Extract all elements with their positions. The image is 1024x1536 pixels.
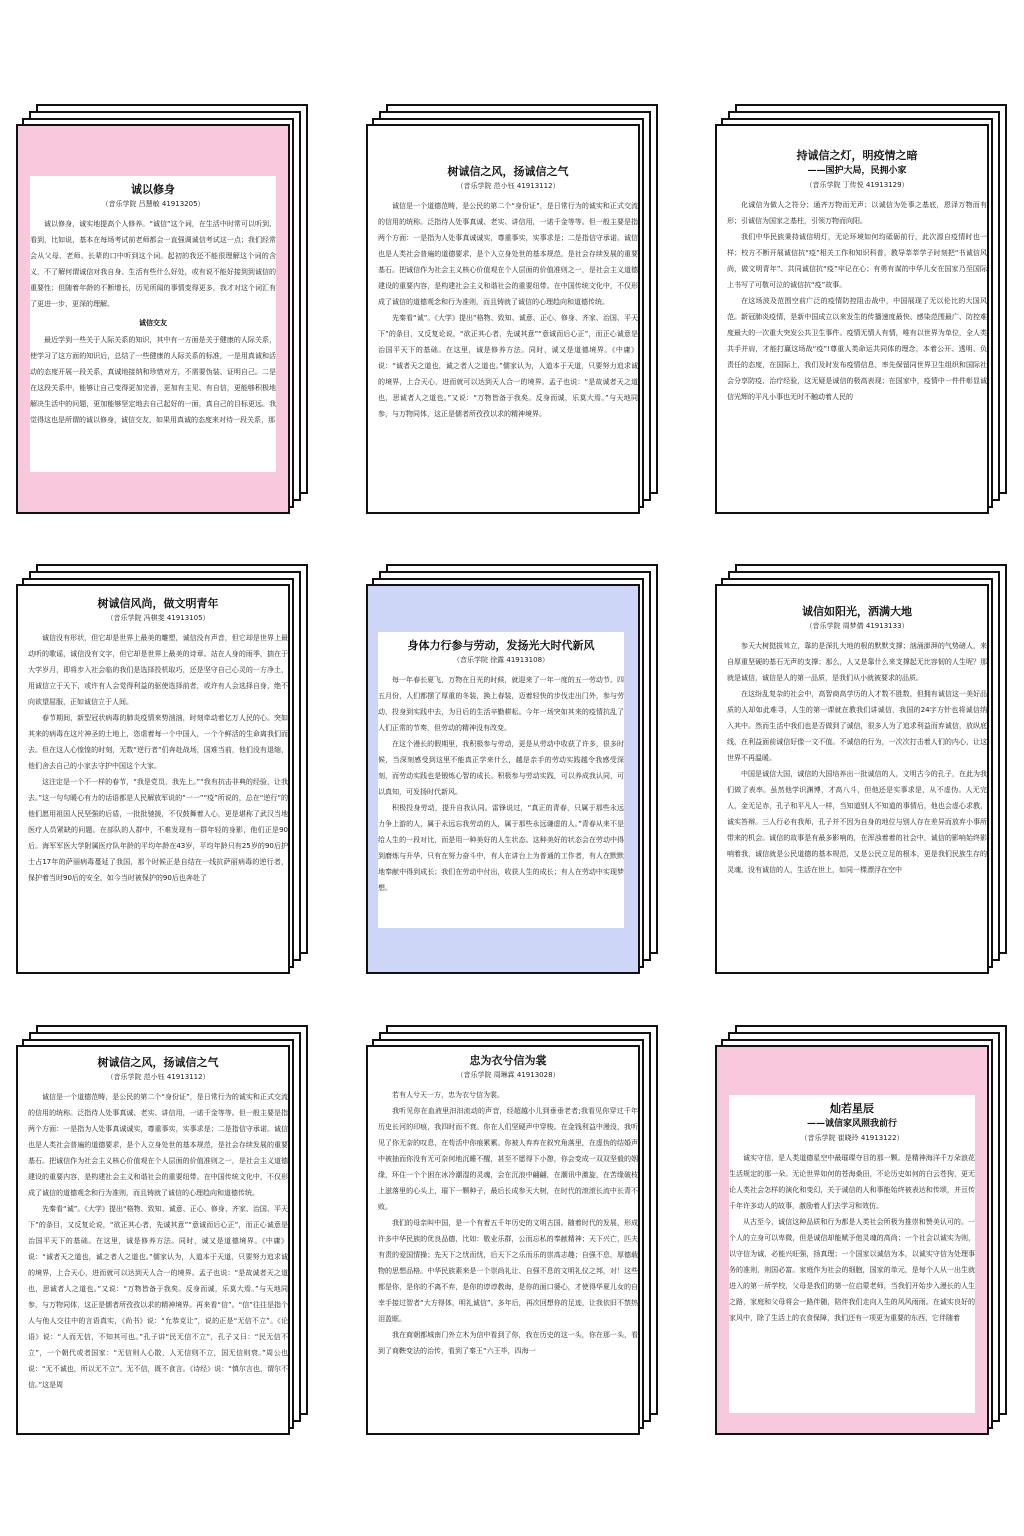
paragraph: 从古至今，诚信这种品质和行为都是人类社会所极为推崇和赞美认可的。一个人的立身可以卑微，但是诚信却能赋予他灵魂的高尚；一个社会以诚实为则，以守信为诚，必能兴旺强，扬真理；一个国家以诚信为本，以诚实守信为处理事务的准则，则国必富。家庭作为社会的细胞，国家的单元，是每个人从一出生就进入的第一所学校，父母是我们的第一位启蒙老师，当我们开始步入漫长的人生之路，家庭和父母将会一路伴随，陪伴我们走向人生的风风雨雨。在诚实良好的家风中，除了生活上的衣食保障，我们还有一项更为重要的东西，它伴随着 [729, 1218, 975, 1322]
document-page[interactable] [715, 124, 989, 514]
document-stack-7[interactable] [16, 1025, 308, 1435]
paragraph: 参天大树挺拔耸立，靠的是深扎大地的根的默默支撑；汹涌澎湃的气势磅人，来自厚重坚硬的基石无声的支撑；那么，人又是靠什么来支撑起无比容韧的人生呢？那就是诚信，诚信是人的第一品质，是我们从小就被要求的品质。 [727, 642, 987, 682]
document-author: （音乐学院 崔晓玲 41913122） [800, 1134, 904, 1142]
paragraph: 诚信是一个道德范畴，是公民的第二个“身份证”，是日常行为的诚实和正式交流的信用的统称。泛指待人处事真诚、老实、讲信用，一诺千金等等。但一般主要是指两个方面：一是指为人处事真诚诚实，尊重事实，实事求是；二是指信守承诺。诚信也是人类社会普遍的道德要求，是个人立身处世的基本规范，是社会存续发展的重要基石。把诚信作为社会主义核心价值观在个人层面的价值准则之一，是社会主义道德建设的重要内容，是构建社会主义和谐社会的重要纽带。在中国传统文化中，不仅形成了诚信的道德观念和行为准则，而且铸就了诚信的心理趋向和道德传统。 [28, 1093, 288, 1197]
paragraph: 先秦看“诚”。《大学》提出“格物、致知、诚意、正心、修身、齐家、治国、平天下”的条目，又反复论说，“欲正其心者，先诚其意”“意诚而后心正”，而正心诚意是治国平天下的基础。在这里，诚是修养方法。同时，诚又是道德境界。《中庸》说：“诚者天之道也，诚之者人之道也。”儒家认为，人道本于天道，只要努力追求诚的境界，上合天心，进而就可以达到天人合一的境界。孟子也说：“是故诚者天之道也，思诚者人之道也。”又说：“万物皆备于我矣。反身而诚，乐莫大焉。”与天地同参，与万物同体，这正是儒者所孜孜以求的精神境界。再来看“信”。“信”往往是指个人与他人交往中的言语真实，《尚书》说：“允恭克让”，说的正是“无信不立”。《论语》说：“人而无信，不知其可也。”孔子讲“民无信不立”，孔子又曰：“民无信不立”，一个朝代或者国家：“无信则人心散，人无信则不立，国无信则衰。”周公也说：“无不诚也，所以无不立”。无不信，既不食言。《诗经》说：“慎尔言也，谓尔不信。”这是周 [28, 1205, 288, 1389]
document-content [30, 176, 276, 472]
paragraph: 若有人兮天一方，忠为衣兮信为裳。 [392, 1091, 504, 1099]
document-content [378, 158, 638, 512]
document-content [727, 598, 987, 972]
document-title: 树诚信之风，扬诚信之气 [447, 165, 569, 178]
document-body [727, 638, 987, 878]
document-body [28, 630, 288, 886]
document-author: （音乐学院 吕慧敏 41913205） [101, 200, 205, 208]
document-title: 树诚信风尚，做文明青年 [97, 597, 219, 610]
document-subtitle: ——诚信家风照我前行 [806, 1119, 897, 1129]
paragraph: 我在商朝都城南门外立木为信中看到了你，我在历史的这一头，你在那一头，看到了商鞅变法的治传，看到了秦王“六王毕，四海一 [378, 1331, 638, 1355]
document-author: （音乐学院 周梦倩 41913133） [805, 622, 909, 630]
document-content [727, 142, 987, 512]
document-content [378, 632, 624, 928]
document-title: 诚以修身 [131, 183, 175, 196]
document-title: 忠为衣兮信为裳 [469, 1054, 547, 1067]
document-body [378, 198, 638, 422]
paragraph: 先秦看“诚”。《大学》提出“格物、致知、诚意、正心、修身、齐家、治国、平天下”的条目，又反复论说，“欲正其心者，先诚其意”“意诚而后心正”，而正心诚意是治国平天下的基础。在这里，诚是修养方法。同时，诚又是道德境界。《中庸》说：“诚者天之道也，诚之者人之道也。”儒家认为，人道本于天道，只要努力追求诚的境界，上合天心，进而就可以达到天人合一的境界。孟子也说：“是故诚者天之道也，思诚者人之道也。”又说：“万物皆备于我矣。反身而诚，乐莫大焉。”与天地同参，与万物同体，这正是儒者所孜孜以求的精神境界。 [378, 314, 638, 418]
document-stack-4[interactable] [16, 564, 308, 974]
paragraph: 春节期间，新型冠状病毒的肺炎疫情来势汹汹，时刻牵动着亿万人民的心。突如其来的病毒在这片神圣的土地上，恣虐着每一个中国人，一个个鲜活的生命离我们而去。但在这人心惶惶的时刻，无数“逆行者”们奔赴战场，国难当前，他们没有退缩，他们舍去自己的小家去守护中国这个大家。 [28, 714, 288, 770]
paragraph: 在这场波及范围空前广泛的疫情防控阻击战中，中国展现了无以伦比的大国风范。新冠肺炎疫情，是新中国成立以来发生的传播速度最快、感染范围最广、防控难度最大的一次重大突发公共卫生事件。疫情无情人有情，唯有以世界为单位，全人类共手并肩，才能打赢这场战“疫”!尊重人类命运共同体的理念，本着公开、透明、负责任的态度，在国际上，我们及时发布疫情信息，率先保留同世界卫生组织和国际社会分享防疫、治疗经验，这无疑是诚信的极高表现；在国家中，疫情中一件件彰显诚信光辉的平凡小事也无时不触动着人民的 [727, 297, 987, 401]
paragraph: 积极投身劳动，提升自我认同。雷锋说过，“真正的青春，只属于那些永远力争上游的人，属于永远忘我劳动的人，属于那些永远谦虚的人。”青春从来不是给人生的一段对比，而是用一种美好的人生状态。这种美好的状态会在劳动中得到磨炼与升华，只有在努力奋斗中，有人在讲台上为普通的工作者，有人在默默地奉献中得到成长；我们在劳动中付出，收获人生的成长；有人在劳动中实现梦想。 [378, 804, 624, 892]
paragraph: 中国是诚信大国，诚信的大国培养出一批诚信的人，文明古今的孔子，在此为我们做了表率。虽然他学识渊博，才高八斗，但他还是实事求是，从不虚伪。人无完人，金无足赤，孔子和平凡人一样，当知道别人不知道的事情后，他也会虚心求教，诚实答辩。三人行必有我师，孔子并不因为自身的地位与别人存在差异而放弃小事所带来的机会。诚信的故事是有最多影响的，在浑浊着着的社会中，诚信的影响始终影响着我，诚信就是公民道德的基本规范，又是公民立足的根本，更是我们民族生存的灵魂，没有诚信的人，生活在世上，如同一棵漂浮在空中 [727, 770, 987, 874]
document-stack-1[interactable] [16, 104, 308, 514]
document-author: （音乐学院 徐露 41913108） [452, 656, 550, 664]
paragraph: 在这纷乱复杂的社会中，高智商高学历的人才数不胜数，但拥有诚信这一美好品质的人却如此难寻，人生的第一课就在教我们讲诚信，我国的24字方针也将诚信纳入其中。然而生活中我们也是否做到了诚信，很多人为了追求利益而弃诚信，放纵底线，在利益面前诚信好像一文不值。不诚信的行为，一次次打击着人们的内心，让这世界不再温暖。 [727, 690, 987, 762]
document-content [28, 590, 288, 972]
document-stack-8[interactable] [366, 1025, 658, 1435]
document-content [378, 1047, 638, 1433]
document-body [729, 1150, 975, 1326]
paragraph: 这注定是一个不一样的春节，“我是党员，我先上。”“我有抗击非典的经验，让我去。”这一句句暖心有力的话语都是人民解放军说的“一一”“疫”所说的，总在“逆行”的他们愿用祖国人民坚强的后盾，一批批驰援，不仅鼓舞着人心，更是堪称了武汉当地医疗人员紧缺的问题。在部队的人群中，不难发现有一群年轻的身影，他们正是90后。海军军医大学附属医疗队年龄的平均年龄在43岁，平均年龄只有25岁的90后护士占17年的萨丽病毒蔓延了我国，那个时候正是自结在一线抗萨丽病毒的逆行者，保护着当时90后的安全，如今当时被保护的90后也奔赴了 [28, 778, 288, 882]
paragraph: 诚信是一个道德范畴，是公民的第二个“身份证”，是日常行为的诚实和正式交流的信用的统称。泛指待人处事真诚、老实、讲信用，一诺千金等等。但一般主要是指两个方面：一是指为人处事真诚诚实，尊重事实，实事求是；二是指信守承诺。诚信也是人类社会普遍的道德要求，是个人立身处世的基本规范，是社会存续发展的重要基石。把诚信作为社会主义核心价值观在个人层面的价值准则之一，是社会主义道德建设的重要内容，是构建社会主义和谐社会的重要纽带。在中国传统文化中，不仅形成了诚信的道德观念和行为准则，而且铸就了诚信的心理趋向和道德传统。 [378, 202, 638, 306]
document-content [729, 1095, 975, 1413]
paragraph: 最近学到一些关于人际关系的知识，其中有一方面是关于健康的人际关系，使学习了这方面的知识后，总结了一些健康的人际关系的标准，一是用真诚和活动的态度开展一段关系，真诚地接纳和珍惜对方，不需要伪装、证明自己。二是在这段关系中，能够让自己变得更加完善，更加有主见、有自信，更能够积极地解决生活中的问题，更加能够坚定地去自己起好的一面，真自己的目标更远。我觉得这也是所谓的诚以修身，诚信交友，如果用真诚的态度来对待一段关系，那 [30, 336, 276, 424]
document-body [378, 672, 624, 896]
document-stack-3[interactable] [715, 104, 1007, 514]
document-subtitle: ——国护大局，民拥小家 [807, 166, 907, 176]
document-content [28, 1049, 288, 1433]
paragraph: 诚实守信，是人类道德星空中最璀璨夺目的那一颗。是精神海洋千万朵浪花生活规定的那一朵。无论世界如何的苍海桑田，不论历史如何的白云苍狗，更无论人类社会怎样的演化和变幻，关于诚信的人和事能始终被表达和传颂，并亘传千年许多动人的故事，激励着人们去学习和效仿。 [729, 1154, 975, 1210]
document-page[interactable] [16, 124, 290, 514]
document-author: （音乐学院 范小钰 41913112） [456, 182, 560, 190]
paragraph: 诚以修身，诚实地提高个人修养。“诚信”这个词，在生活中时常可以听到、看到，比如说，基本在每场考试前老师都会一直强调诚信考试这一点；我们经常会从父母、老师、长辈的口中听到这个词。起初的我还不能很理解这个词的含义，不了解何谓诚信对我自身、生活有些什么好处，或有说不能好接到到诚信的重要性；但随着年龄的不断增长，历见所闻的事情变得更多，我才对这个词汇有了更进一步、更深的理解。 [30, 220, 276, 308]
document-body [378, 1087, 638, 1359]
document-page[interactable] [366, 584, 640, 974]
document-author: （音乐学院 冯棋斐 41913105） [106, 614, 210, 622]
document-page[interactable] [715, 1045, 989, 1435]
document-stack-9[interactable] [715, 1025, 1007, 1435]
document-body [727, 197, 987, 405]
document-page[interactable] [16, 584, 290, 974]
paragraph: 化诚信为做人之符分；通齐万物而无声；以诚信为处事之基底，恩泽万物而有形；引诚信为国家之基柱，引领万物而向阳。 [727, 201, 987, 225]
document-title: 灿若星辰 [830, 1102, 874, 1115]
paragraph: 我听见你在血液里汩汩流动的声音，经超越小儿到垂垂老者;我看见你穿过千年历史长河的印痕，我四时而不衰。你在人们坚硬声中穿梭。在金钱利益中漫没，我听见了你无奈的叹息，在苟活中你痕累累。你被人弃弃在叙究角落里，在虚伪的结婚声中被抽而你没有无可奈何地沉睡不醒，甚至不愿得下小憩，你会变成一双双坚毅的姻缘，环住一个个困在冰冷潮湿的灵魂，会在沉浪中翩翩，在潮讯中激旋，在苦缘破枝上滋落里的心头上，璀下一颗种子，最后长成参天大树，在时代的滚滚长流中长青不败。 [378, 1107, 638, 1211]
document-title: 身体力行参与劳动，发扬光大时代新风 [407, 639, 595, 652]
document-title: 诚信如阳光，洒满大地 [802, 605, 912, 618]
document-stack-6[interactable] [715, 564, 1007, 974]
document-title: 树诚信之风，扬诚信之气 [97, 1056, 219, 1069]
paragraph: 我们中华民族秉持诚信明灯，无论环境如何均砥砺前行，此次源自疫情时也一样；校方不断开展诚信抗“疫”相关工作和知识科普，教导莘莘学子时刻把“书诚信风尚，做文明青年”、共同诚信抗“疫”牢记在心；有勇有谋的中华儿女在国家乃至国际上书写了可敬可泣的诚信抗“疫”故事。 [727, 233, 987, 289]
document-body [30, 216, 276, 428]
document-page[interactable] [366, 1045, 640, 1435]
document-author: （音乐学院 范小钰 41913112） [106, 1073, 210, 1081]
document-body [28, 1089, 288, 1393]
document-author: （音乐学院 周琳霖 41913028） [456, 1071, 560, 1079]
section-heading: 诚信交友 [139, 319, 167, 327]
paragraph: 我们的母亲叫中国，是一个有着五千年历史的文明古国。随着时代的发展，形成许多中华民族的优良品德，比如：敬业乐群，公而忘私的奉献精神；天下兴亡，匹夫有责的爱国情操；先天下之忧而忧，后天下之乐而乐的崇高志趣；自强不息，厚德载物的思想品格。中华民族素来是一个崇尚礼让、自强不息的文明礼仪之邦，对！这些都是你，是你的不离不弃，是你的谆谆教诲，是你的面口婆心，才使得华夏儿女的自幸手接过智者“大方得体，明礼诚信”。多年后，再次回想你的足迹，让我依旧不禁热泪盈眶。 [378, 1219, 638, 1323]
paragraph: 在这个漫长的假期里，我积极参与劳动，更是从劳动中收获了许多，很多时候，当深刻感受到这里不能真正学来什么，越是亲手的劳动实践越令我感受深刻，而劳动实践也是锻炼心智的成长。积极参与劳动实践，可以养成我认同，可以真知，可发扬时代新风。 [378, 740, 624, 796]
document-page[interactable] [16, 1045, 290, 1435]
paragraph: 诚信没有形状，但它却是世界上最美的雕塑，诚信没有声音，但它却是世界上最动听的歌谣，诚信没有文字，但它却是世界上最美的诗章。站在人身的雨季，揣在于大学岁月，即将步入社会临的我们是选择投机取巧，还是坚守自己心灵的一方净土，用诚信立于天下，或许有人会觉得利益的驱使选择前者，或许有人会选择自身，绝不向欲望屈服，正如诚信立于人间。 [28, 634, 288, 706]
document-author: （音乐学院 丁传悦 41913129） [805, 181, 909, 189]
document-stack-2[interactable] [366, 104, 658, 514]
document-page[interactable] [366, 124, 640, 514]
document-stack-5[interactable] [366, 564, 658, 974]
document-page[interactable] [715, 584, 989, 974]
document-title: 持诚信之灯，明疫情之暗 [796, 149, 918, 162]
paragraph: 每一年春长夏飞，万物在日光的时候，就迎来了一年一度的五一劳动节。四五月份，人们都摆了厚重的冬装，换上春装，迈着轻快的步伐走出门外，参与劳动，投身到实践中去，为日后的生活辛勤耕耘。今年一场突如其来的疫情抗乱了人们正常的节奏，但劳动的精神没有改变。 [378, 676, 624, 732]
